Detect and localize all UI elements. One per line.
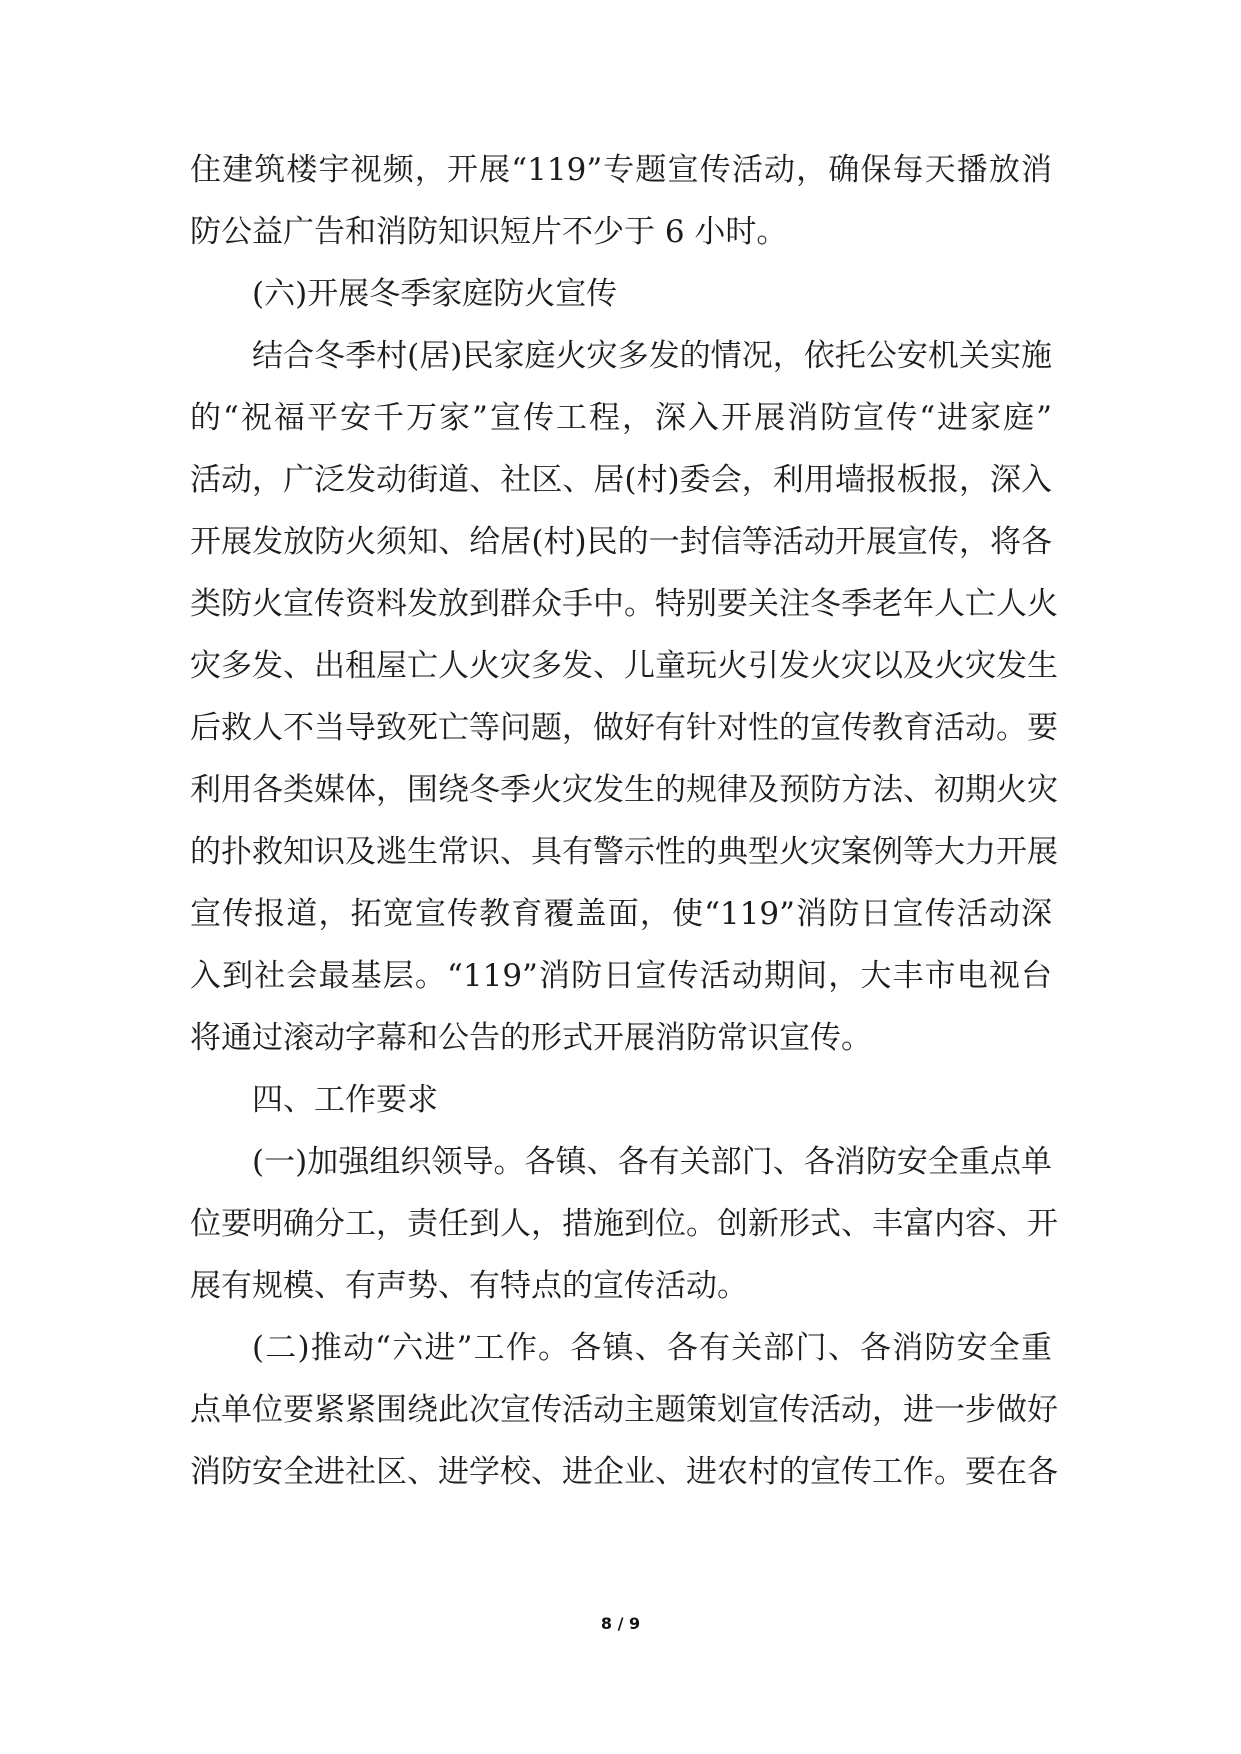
text-line: 点单位要紧紧围绕此次宣传活动主题策划宣传活动，进一步做好	[190, 1392, 1058, 1428]
text-line: 的“祝福平安千万家”宣传工程，深入开展消防宣传“进家庭”	[190, 400, 1052, 436]
text-line: 利用各类媒体，围绕冬季火灾发生的规律及预防方法、初期火灾	[190, 772, 1058, 808]
text-line: 将通过滚动字幕和公告的形式开展消防常识宣传。	[190, 1020, 872, 1056]
text-line: 防公益广告和消防知识短片不少于 6 小时。	[190, 214, 788, 250]
section-heading: 四、工作要求	[252, 1082, 438, 1118]
text-line: 结合冬季村(居)民家庭火灾多发的情况，依托公安机关实施	[252, 338, 1052, 374]
text-line: 开展发放防火须知、给居(村)民的一封信等活动开展宣传，将各	[190, 524, 1052, 560]
section-heading: (六)开展冬季家庭防火宣传	[252, 276, 618, 312]
text-line: 宣传报道，拓宽宣传教育覆盖面，使“119”消防日宣传活动深	[190, 896, 1052, 932]
text-line: 类防火宣传资料发放到群众手中。特别要关注冬季老年人亡人火	[190, 586, 1058, 622]
text-line: 位要明确分工，责任到人，措施到位。创新形式、丰富内容、开	[190, 1206, 1058, 1242]
text-line: (一)加强组织领导。各镇、各有关部门、各消防安全重点单	[252, 1144, 1052, 1180]
text-line: (二)推动“六进”工作。各镇、各有关部门、各消防安全重	[252, 1330, 1052, 1366]
text-line: 的扑救知识及逃生常识、具有警示性的典型火灾案例等大力开展	[190, 834, 1058, 870]
text-line: 展有规模、有声势、有特点的宣传活动。	[190, 1268, 748, 1304]
text-line: 住建筑楼宇视频，开展“119”专题宣传活动，确保每天播放消	[190, 152, 1052, 188]
text-line: 入到社会最基层。“119”消防日宣传活动期间，大丰市电视台	[190, 958, 1052, 994]
page-number: 8 / 9	[600, 1614, 641, 1633]
text-line: 灾多发、出租屋亡人火灾多发、儿童玩火引发火灾以及火灾发生	[190, 648, 1058, 684]
text-line: 活动，广泛发动街道、社区、居(村)委会，利用墙报板报，深入	[190, 462, 1052, 498]
text-line: 消防安全进社区、进学校、进企业、进农村的宣传工作。要在各	[190, 1454, 1058, 1490]
text-line: 后救人不当导致死亡等问题，做好有针对性的宣传教育活动。要	[190, 710, 1058, 746]
